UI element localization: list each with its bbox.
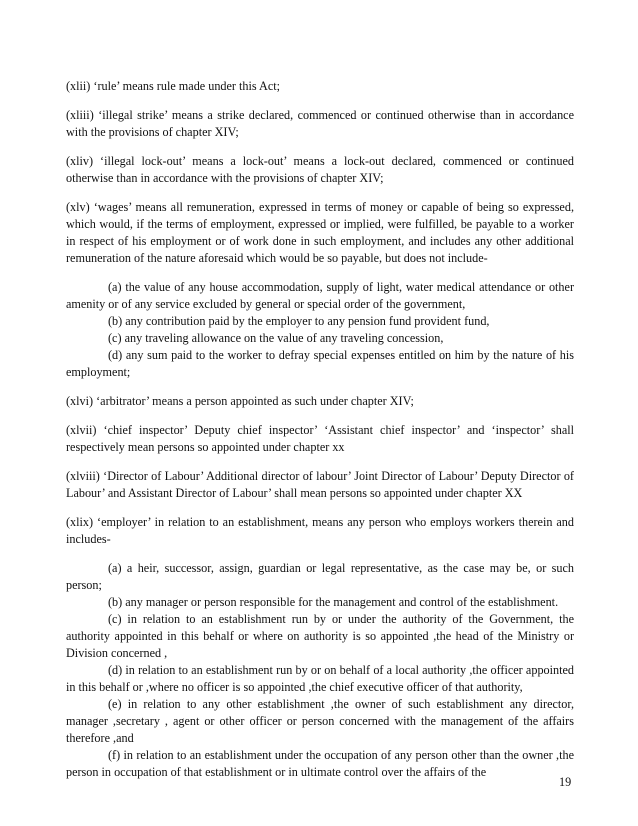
employer-include-d: (d) in relation to an establishment run by or on behalf of a local authority ,the officer appointed in this behalf or ,where no officer is so appointed ,the chief executive officer of that authority,: [66, 663, 574, 694]
definition-xlvi: (xlvi) ‘arbitrator’ means a person appointed as such under chapter XIV;: [66, 394, 414, 408]
definition-xliv: (xliv) ‘illegal lock-out’ means a lock-out’ means a lock-out declared, commenced or continued otherwise than in accordance with the provisions of chapter XIV;: [66, 154, 574, 185]
wages-exclusion-c: (c) any traveling allowance on the value of any traveling concession,: [108, 331, 444, 345]
employer-include-e: (e) in relation to any other establishment ,the owner of such establishment any director, manager ,secretary , agent or other officer or person concerned with the management of the affairs therefore ,and: [66, 697, 574, 745]
definition-xlvii: (xlvii) ‘chief inspector’ Deputy chief inspector’ ‘Assistant chief inspector’ and ‘inspector’ shall respectively mean persons so appointed under chapter xx: [66, 423, 574, 454]
definition-xliii: (xliii) ‘illegal strike’ means a strike declared, commenced or continued otherwise than in accordance with the provisions of chapter XIV;: [66, 108, 574, 139]
definition-xlii: (xlii) ‘rule’ means rule made under this Act;: [66, 79, 280, 93]
definition-xlviii: (xlviii) ‘Director of Labour’ Additional director of labour’ Joint Director of Labour’ Deputy Director of Labour’ and Assistant Director of Labour’ shall mean persons so appointed under chapter XX: [66, 469, 574, 500]
wages-exclusion-b: (b) any contribution paid by the employer to any pension fund provident fund,: [108, 314, 490, 328]
definition-xlix: (xlix) ‘employer’ in relation to an establishment, means any person who employs workers therein and includes-: [66, 515, 574, 546]
employer-include-b: (b) any manager or person responsible for the management and control of the establishment.: [108, 595, 559, 609]
employer-include-f: (f) in relation to an establishment under the occupation of any person other than the owner ,the person in occupation of that establishment or in ultimate control over the affairs of the: [66, 748, 574, 779]
document-page: [66, 78, 574, 781]
wages-exclusion-a: (a) the value of any house accommodation, supply of light, water medical attendance or other amenity or of any service excluded by general or special order of the government,: [66, 280, 574, 311]
wages-exclusion-d: (d) any sum paid to the worker to defray special expenses entitled on him by the nature of his employment;: [66, 348, 574, 379]
employer-includes-list: [66, 560, 574, 781]
employer-include-a: (a) a heir, successor, assign, guardian or legal representative, as the case may be, or such person;: [66, 561, 574, 592]
wages-exclusion-list: [66, 279, 574, 381]
employer-include-c: (c) in relation to an establishment run by or under the authority of the Government, the authority appointed in this behalf or where on authority is so appointed ,the head of the Ministry or Division concerned ,: [66, 612, 574, 660]
page-number: 19: [559, 775, 572, 789]
definition-xlv: (xlv) ‘wages’ means all remuneration, expressed in terms of money or capable of being so expressed, which would, if the terms of employment, expressed or implied, were fulfilled, be payable to a worker in respect of his employment or of work done in such employment, and includes any other additional remuneration of the nature aforesaid which would be so payable, but does not include-: [66, 200, 574, 265]
